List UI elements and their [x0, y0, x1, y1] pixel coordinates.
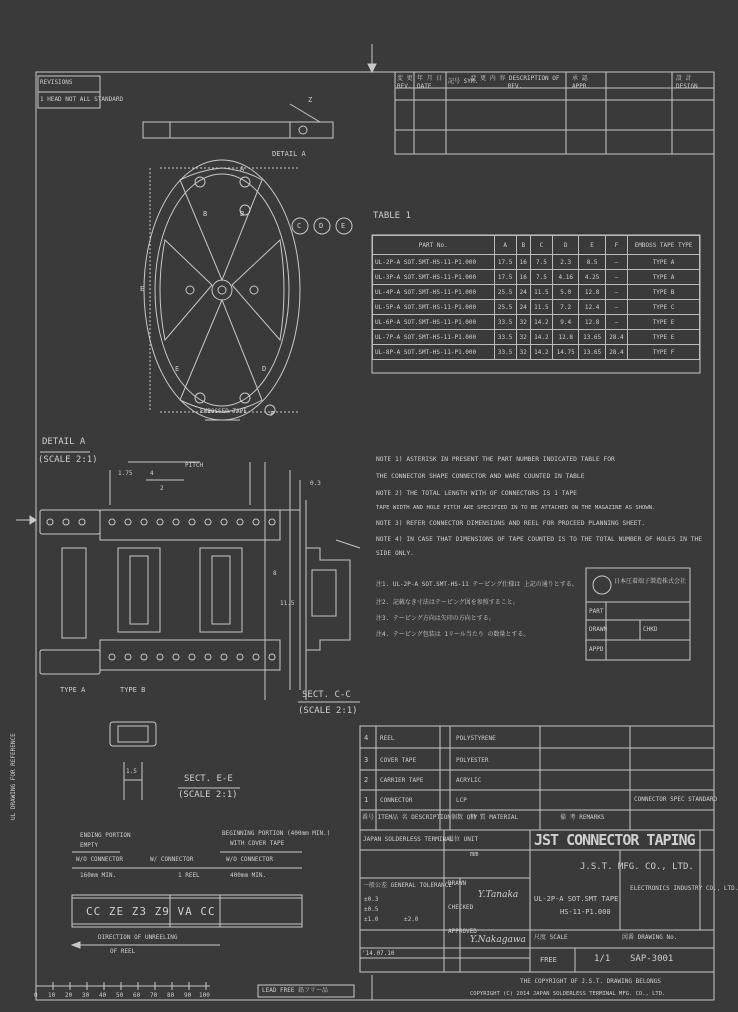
table1-cell: —: [605, 285, 627, 300]
table-row: [373, 300, 700, 315]
bom-material: LCP: [456, 797, 467, 804]
dim-06: 0.3: [310, 480, 321, 487]
title-company-sub: ELECTRONICS INDUSTRY CO., LTD.: [630, 885, 738, 892]
dim-2: 2: [160, 485, 164, 492]
table-row: [373, 255, 700, 270]
table1-header: C: [530, 236, 552, 255]
table1-cell: TYPE A: [628, 270, 700, 285]
rev-header-design: 設 計 DESIGN: [676, 75, 698, 90]
table1-cell: UL-7P-A SOT.SMT-HS-11-P1.000: [373, 330, 495, 345]
copyright-line-2: COPYRIGHT (C) 2014 JAPAN SOLDERLESS TERMINAL MFG. CO., LTD.: [470, 991, 666, 997]
note-jp-line: 注1. UL-2P-A SOT.SMT-HS-11 テーピング仕様は 上記の通りとする。: [376, 581, 578, 588]
table1-cell: 33.5: [494, 330, 516, 345]
table1-cell: 33.5: [494, 315, 516, 330]
scale-value: FREE: [540, 956, 557, 964]
reel-row-label-e: E: [175, 365, 180, 373]
table1-cell: UL-3P-A SOT.SMT-HS-11-P1.000: [373, 270, 495, 285]
title-company: J.S.T. MFG. CO., LTD.: [580, 862, 694, 872]
tape-direction-2: OF REEL: [110, 948, 136, 955]
signature-drawn: Y.Tanaka: [478, 890, 519, 900]
dim-8: 8: [273, 570, 277, 577]
table1-cell: 24: [516, 300, 530, 315]
reel-circle-tag: A: [240, 165, 245, 173]
bom-material: ACRYLIC: [456, 777, 482, 784]
ruler-tick: 90: [184, 992, 192, 999]
note-jp-line: 注2. 記載なき寸法はテーピング図を参照すること。: [376, 599, 519, 606]
table1-header: E: [579, 236, 605, 255]
bom-name: REEL: [380, 735, 395, 742]
tol-row: ±1.0: [364, 916, 379, 923]
ruler-tick: 10: [48, 992, 56, 999]
company-seal-name: 日本圧着端子製造株式会社: [614, 578, 687, 585]
table1-cell: 12.8: [553, 330, 579, 345]
tape-len-3: 400mm MIN.: [230, 872, 267, 879]
signature-approved: Y.Nakagawa: [470, 935, 526, 945]
table1-cell: TYPE E: [628, 330, 700, 345]
tape-label-start-sub: WITH COVER TAPE: [230, 840, 285, 847]
type-b-label: TYPE B: [120, 686, 146, 694]
scale-label: 尺度 SCALE: [534, 934, 568, 941]
note-line: NOTE 2) THE TOTAL LENGTH WITH OF CONNECTORS IS 1 TAPE: [376, 490, 577, 497]
table1-cell: 4.16: [553, 270, 579, 285]
tape-len-1: 160mm MIN.: [80, 872, 117, 879]
sect-cc-scale: (SCALE 2:1): [298, 706, 358, 716]
note-line: TAPE WIDTH AND HOLE PITCH ARE SPECIFIED IN TO BE ATTACHED ON THE MAGAZINE AS SHOWN.: [376, 505, 656, 511]
tape-chars: CC ZE Z3 Z9 VA CC: [86, 905, 216, 918]
drawn-label: DRAWN: [448, 880, 467, 887]
copyright-line-1: THE COPYRIGHT OF J.S.T. DRAWING BELONGS: [520, 978, 661, 985]
tol-row: ±0.3: [364, 896, 379, 903]
rev-header-date: 年 月 日 DATE: [417, 75, 443, 90]
approved-label: APPROVED: [448, 928, 477, 935]
reel-dim-f: F: [270, 410, 275, 418]
table1-cell: 33.5: [494, 345, 516, 360]
table1-cell: TYPE A: [628, 255, 700, 270]
tape-label-start: BEGINNING PORTION (400mm MIN.): [222, 830, 331, 837]
table1-cell: 9.4: [553, 315, 579, 330]
table1-cell: 14.75: [553, 345, 579, 360]
drawing-no-label: 図番 DRAWING No.: [622, 934, 678, 941]
sect-ee-title: SECT. E-E: [184, 774, 233, 784]
table1-header-row: [373, 236, 700, 255]
bom-header-qty: 個数 QTY: [451, 814, 478, 821]
table-row: [373, 285, 700, 300]
dim-15: 1.5: [126, 768, 137, 775]
ruler-tick: 30: [82, 992, 90, 999]
bom-material: POLYSTYRENE: [456, 735, 496, 742]
table1-header: A: [494, 236, 516, 255]
tape-len-2: 1 REEL: [178, 872, 200, 879]
table1-cell: 14.2: [530, 330, 552, 345]
drawing-no: SAP-3001: [630, 954, 674, 964]
detail-a-scale: (SCALE 2:1): [38, 455, 98, 465]
bom-header-material: 材 質 MATERIAL: [470, 814, 519, 821]
table1-cell: 5.0: [553, 285, 579, 300]
bom-name: CARRIER TAPE: [380, 777, 424, 784]
tape-pack-3: W/O CONNECTOR: [226, 856, 273, 863]
ruler-tick: 100: [199, 992, 210, 999]
company-box-row: CHKD: [643, 626, 658, 633]
drawing-sub: HS-11-P1.000: [560, 908, 611, 916]
table1-cell: 28.4: [605, 345, 627, 360]
table1-cell: UL-2P-A SOT.SMT-HS-11-P1.000: [373, 255, 495, 270]
reel-tag-e: E: [341, 222, 346, 230]
table1-cell: —: [605, 315, 627, 330]
table1-cell: 28.4: [605, 330, 627, 345]
table1-cell: UL-8P-A SOT.SMT-HS-11-P1.000: [373, 345, 495, 360]
table1-cell: 12.8: [579, 285, 605, 300]
note-line: SIDE ONLY.: [376, 550, 414, 557]
ruler-tick: 0: [34, 992, 38, 999]
table1-cell: TYPE C: [628, 300, 700, 315]
type-a-label: TYPE A: [60, 686, 86, 694]
table1-cell: TYPE E: [628, 315, 700, 330]
note-line: NOTE 1) ASTERISK IN PRESENT THE PART NUMBER INDICATED TABLE FOR: [376, 456, 615, 463]
table1-cell: 11.5: [530, 300, 552, 315]
table-row: [373, 315, 700, 330]
tape-label-end-sub: EMPTY: [80, 842, 99, 849]
note-line: THE CONNECTOR SHAPE CONNECTOR AND WARE COUNTED IN TABLE: [376, 473, 585, 480]
ruler-tick: 20: [65, 992, 73, 999]
reel-z-label: Z: [308, 96, 313, 104]
reel-section-tag-right: B: [240, 210, 245, 218]
bom-no: 1: [364, 796, 369, 804]
reel-dim-width: E: [140, 285, 145, 293]
table1-cell: 11.5: [530, 285, 552, 300]
reel-tag-c: C: [297, 222, 302, 230]
rev-header-appr: 承 認 APPR.: [572, 75, 591, 90]
table1-cell: 24: [516, 285, 530, 300]
table1-cell: 7.5: [530, 255, 552, 270]
ruler-tick: 60: [133, 992, 141, 999]
table1-cell: TYPE B: [628, 285, 700, 300]
dim-11: 11.5: [280, 600, 295, 607]
table1-cell: 25.5: [494, 300, 516, 315]
table1-cell: 32: [516, 315, 530, 330]
table1-cell: 4.25: [579, 270, 605, 285]
table-row: [373, 270, 700, 285]
revisions-subtitle: 1 HEAD NOT ALL STANDARD: [40, 96, 124, 103]
table1-header: EMBOSS TAPE TYPE: [628, 236, 700, 255]
company-box-row: DRAWN: [589, 626, 608, 633]
table1-cell: 7.2: [553, 300, 579, 315]
bom-name: COVER TAPE: [380, 757, 417, 764]
table-row: [373, 330, 700, 345]
table1-header: PART No.: [373, 236, 495, 255]
note-line: NOTE 4) IN CASE THAT DIMENSIONS OF TAPE COUNTED IS TO THE TOTAL NUMBER OF HOLES IN THE: [376, 536, 703, 543]
reel-row-label-d: D: [262, 365, 267, 373]
side-text: UL DRAWING FOR REFERENCE: [10, 733, 17, 820]
table1-cell: 7.5: [530, 270, 552, 285]
revisions-title: REVISIONS: [40, 79, 73, 86]
table1-cell: UL-5P-A SOT.SMT-HS-11-P1.000: [373, 300, 495, 315]
ruler-tick: 70: [150, 992, 158, 999]
bom-header-desc: 品 名 DESCRIPTION: [392, 814, 451, 821]
title-project: JAPAN SOLDERLESS TERMINAL: [363, 836, 454, 843]
table1: [372, 235, 700, 360]
ruler-tick: 50: [116, 992, 124, 999]
table1-cell: 12.8: [579, 315, 605, 330]
detail-a-title: DETAIL A: [42, 437, 86, 447]
dim-4: 4: [150, 470, 154, 477]
table1-cell: 13.65: [579, 345, 605, 360]
note-jp-line: 注4. テーピング包装は 1リール当たり の数量とする。: [376, 631, 530, 638]
table-row: [373, 345, 700, 360]
ruler-tick: 80: [167, 992, 175, 999]
unit-value: mm: [470, 850, 479, 858]
lead-free-badge: LEAD FREE 鉛フリー品: [262, 987, 328, 994]
title-sheet: 1/1: [594, 954, 611, 964]
tape-pack-2: W/ CONNECTOR: [150, 856, 194, 863]
table1-cell: 8.5: [579, 255, 605, 270]
title-date: '14.07.10: [362, 950, 395, 957]
table1-title: TABLE 1: [373, 211, 411, 221]
table1-cell: 2.3: [553, 255, 579, 270]
reel-detail-callout: DETAIL A: [272, 150, 306, 158]
table1-cell: UL-4P-A SOT.SMT-HS-11-P1.000: [373, 285, 495, 300]
table1-cell: 17.5: [494, 255, 516, 270]
bom-header-remarks: 備 考 REMARKS: [560, 814, 605, 821]
table1-cell: —: [605, 270, 627, 285]
table1-cell: 14.2: [530, 345, 552, 360]
bom-no: 3: [364, 756, 369, 764]
table1-cell: 14.2: [530, 315, 552, 330]
checked-label: CHECKED: [448, 904, 474, 911]
tape-label-end: ENDING PORTION: [80, 832, 131, 839]
bom-no: 2: [364, 776, 369, 784]
reel-caption: EMBOSSED TAPE: [200, 408, 247, 415]
rev-header-desc: 変 更 内 容 DESCRIPTION OF REV.: [470, 75, 560, 90]
drawing-title: UL-2P-A SOT.SMT TAPE: [534, 895, 619, 903]
table1-header: F: [605, 236, 627, 255]
tape-direction: DIRECTION OF UNREELING: [98, 934, 178, 941]
rev-header-sym: 記号 SYM.: [448, 78, 479, 85]
table1-cell: 32: [516, 345, 530, 360]
company-box-row: PART: [589, 608, 604, 615]
table1-cell: 16: [516, 255, 530, 270]
bom-material: POLYESTER: [456, 757, 489, 764]
bom-spec: CONNECTOR SPEC STANDARD: [634, 796, 718, 803]
note-line: NOTE 3) REFER CONNECTOR DIMENSIONS AND REEL FOR PROCEED PLANNING SHEET.: [376, 520, 646, 527]
sect-ee-scale: (SCALE 2:1): [178, 790, 238, 800]
sect-cc-title: SECT. C-C: [302, 690, 351, 700]
reel-tag-d: D: [319, 222, 324, 230]
dim-175: 1.75: [118, 470, 133, 477]
reel-section-tag-left: B: [203, 210, 208, 218]
table1-cell: TYPE F: [628, 345, 700, 360]
table1-cell: 32: [516, 330, 530, 345]
unit-label: 単位 UNIT: [448, 836, 479, 843]
table1-cell: 17.5: [494, 270, 516, 285]
table1-cell: 16: [516, 270, 530, 285]
ruler-tick: 40: [99, 992, 107, 999]
general-tol: 一般公差 GENERAL TOLERANCE: [363, 882, 453, 889]
tol-row: ±0.5: [364, 906, 379, 913]
table1-cell: UL-6P-A SOT.SMT-HS-11-P1.000: [373, 315, 495, 330]
tol-row: ±2.0: [404, 916, 419, 923]
note-jp-line: 注3. テーピング方向は矢印の方向とする。: [376, 615, 495, 622]
table1-header: B: [516, 236, 530, 255]
table1-cell: —: [605, 255, 627, 270]
company-box-row: APPD: [589, 646, 604, 653]
bom-no: 4: [364, 734, 369, 742]
bom-name: CONNECTOR: [380, 797, 413, 804]
table1-cell: 25.5: [494, 285, 516, 300]
table1-cell: —: [605, 300, 627, 315]
title-big: JST CONNECTOR TAPING: [534, 831, 695, 849]
table1-cell: 12.4: [579, 300, 605, 315]
table1-cell: 13.65: [579, 330, 605, 345]
bom-header-item: 番号 ITEM: [362, 814, 393, 821]
rev-header-rev: 変 更 REV.: [397, 75, 413, 90]
tape-pack-1: W/O CONNECTOR: [76, 856, 123, 863]
dim-pitch: PITCH: [185, 462, 204, 469]
table1-header: D: [553, 236, 579, 255]
